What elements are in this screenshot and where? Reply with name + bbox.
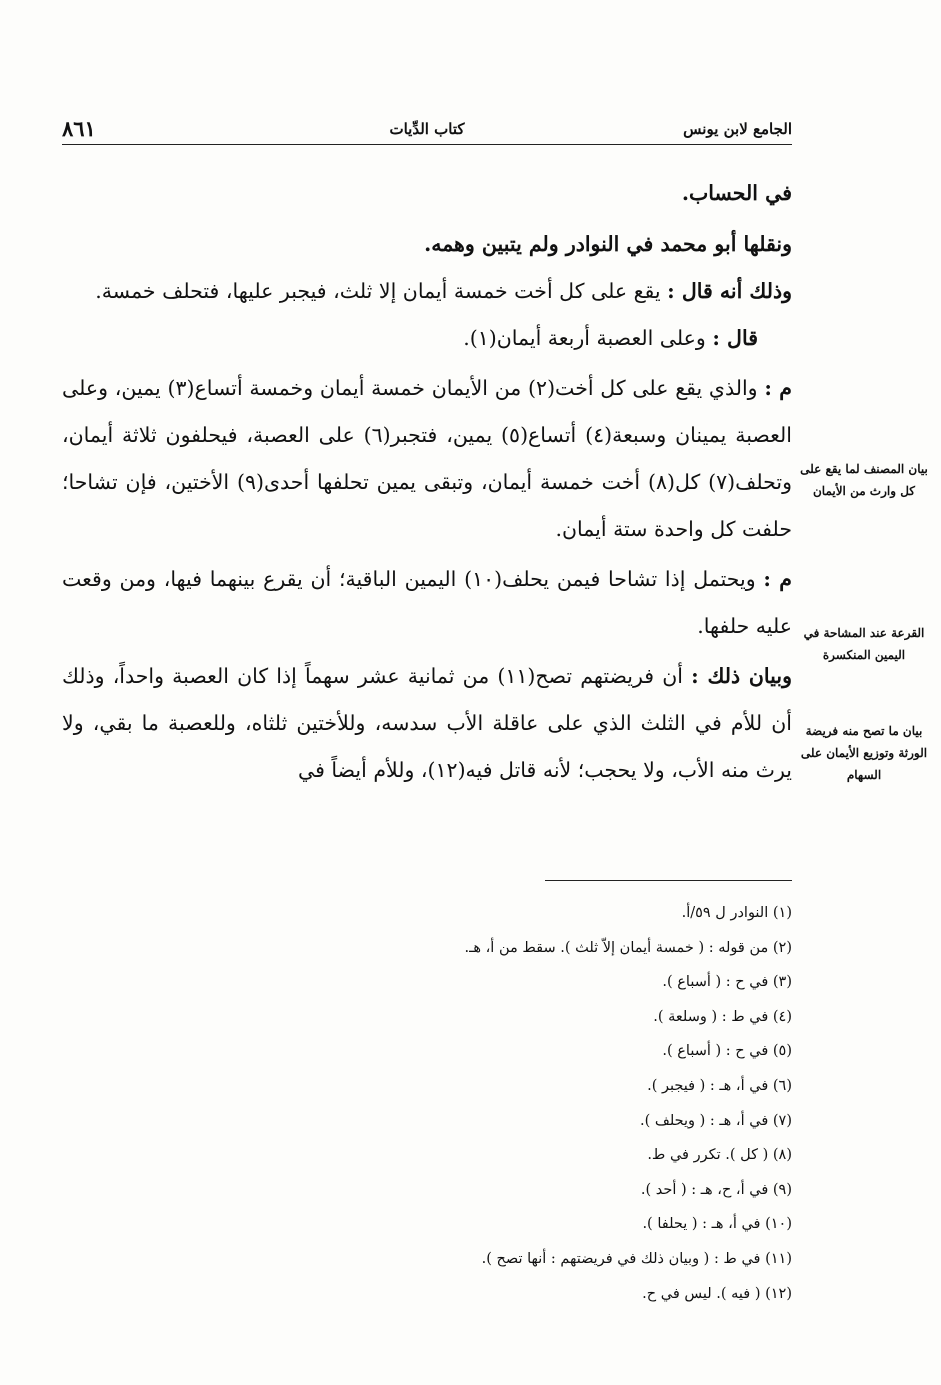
page-number: ٨٦١ — [62, 116, 96, 141]
paragraph-6 — [62, 556, 792, 650]
footnote-3: (٣) في ح : ( أسباع ). — [662, 974, 792, 991]
paragraph-6-lead: م : — [763, 567, 792, 591]
margin-note-oaths: بيان المصنف لما يقع على كل وارث من الأيمان — [800, 462, 928, 498]
paragraph-2: ونقلها أبو محمد في النوادر ولم يتبين وهمه. — [424, 232, 792, 256]
footnote-6: (٦) في أ، هـ : ( فيجبر ). — [647, 1077, 792, 1094]
paragraph-4-lead: قال : — [712, 326, 758, 350]
paragraph-6-text: ويحتمل إذا تشاحا فيمن يحلف(١٠) اليمين الباقية؛ أن يقرع بينهما فيها، ومن وقعت عليه حلفها. — [62, 567, 792, 638]
footnote-12: (١٢) ( فيه ). ليس في ح. — [642, 1285, 792, 1302]
paragraph-5-lead: م : — [764, 376, 792, 400]
paragraph-7-text: أن فريضتهم تصح(١١) من ثمانية عشر سهماً إذا كان العصبة واحداً، وذلك أن للأم في الثلث الذي على عاقلة الأب سدسه، وللأختين ثلثاه، وللعصبة ما بقي، ولا يرث منه الأب، ولا يحجب؛ لأنه قاتل فيه(١٢)، وللأم أيضاً في — [62, 664, 792, 782]
paragraph-7 — [62, 653, 792, 794]
footnote-1: (١) النوادر ل ٥٩/أ. — [681, 905, 792, 921]
footnote-5: (٥) في ح : ( أسباع ). — [662, 1043, 792, 1060]
running-title: الجامع لابن يونس — [683, 120, 792, 138]
main-text — [62, 170, 792, 794]
margin-note-lottery: القرعة عند المشاحة في اليمين المنكسرة — [803, 626, 925, 662]
footnote-10: (١٠) في أ، هـ : ( يحلفا ). — [642, 1216, 792, 1233]
footnote-9: (٩) في أ، ح، هـ : ( أحد ). — [640, 1181, 792, 1198]
margin-note-shares: بيان ما تصح منه فريضة الورثة وتوزيع الأيمان على السهام — [800, 724, 928, 782]
footnote-7: (٧) في أ، هـ : ( ويحلف ). — [639, 1112, 792, 1129]
paragraph-3-lead: وذلك أنه قال : — [667, 279, 792, 303]
paragraph-4 — [62, 315, 792, 362]
footnote-divider — [545, 880, 792, 881]
footnotes — [300, 896, 792, 1311]
paragraph-1: في الحساب. — [681, 181, 792, 205]
footnote-4: (٤) في ط : ( وسلعة ). — [653, 1008, 792, 1025]
section-title: كتاب الدِّيات — [389, 120, 465, 138]
paragraph-3 — [62, 268, 792, 315]
paragraph-4-text: وعلى العصبة أربعة أيمان(١). — [463, 326, 706, 350]
paragraph-7-lead: وبيان ذلك : — [691, 664, 792, 688]
paragraph-3-text: يقع على كل أخت خمسة أيمان إلا ثلث، فيجبر عليها، فتحلف خمسة. — [95, 279, 661, 303]
paragraph-5 — [62, 365, 792, 553]
footnote-11: (١١) في ط : ( وبيان ذلك في فريضتهم : أنها تصح ). — [481, 1250, 792, 1267]
paragraph-5-text: والذي يقع على كل أخت(٢) من الأيمان خمسة أيمان وخمسة أتساع(٣) يمين، وعلى العصبة يمينان وسبعة(٤) أتساع(٥) يمين، فتجبر(٦) على العصبة، فيحلفون ثلاثة أيمان، وتحلف(٧) كل(٨) أخت خمسة أيمان، وتبقى يمين تحلفها أحدى(٩) الأختين، فإن تشاحا؛ حلفت كل واحدة ستة أيمان. — [62, 376, 792, 541]
footnote-8: (٨) ( كل ). تكرر في ط. — [647, 1147, 792, 1164]
footnote-2: (٢) من قوله : ( خمسة أيمان إلاّ ثلث ). سقط من أ، هـ. — [464, 939, 792, 956]
page-header — [62, 118, 792, 145]
